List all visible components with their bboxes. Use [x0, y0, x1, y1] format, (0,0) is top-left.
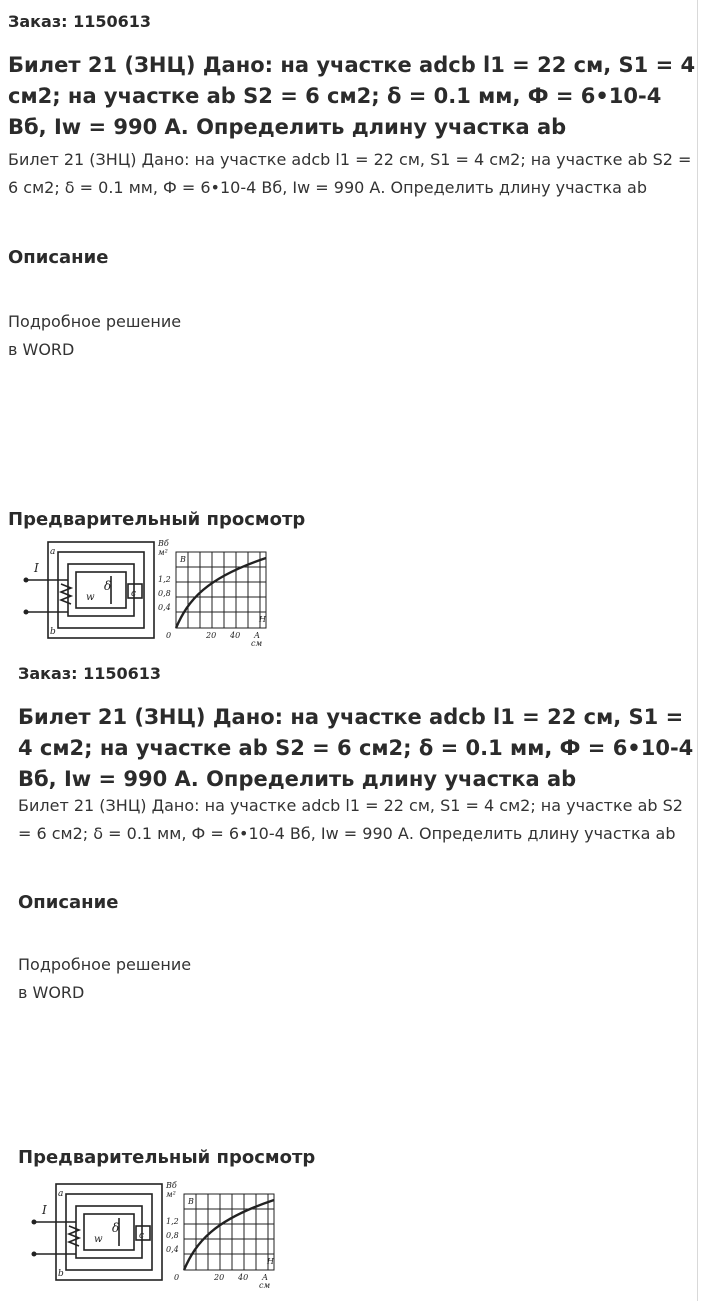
- window-inner: [84, 1214, 134, 1250]
- gap-label: δ: [104, 579, 112, 593]
- node-c-label: c: [131, 589, 137, 599]
- node-a-label: a: [50, 547, 56, 557]
- x-tick-2: 20: [214, 1273, 225, 1282]
- x-unit-bottom: см: [251, 639, 263, 648]
- x-tick-2: 20: [206, 631, 217, 640]
- solution-line-1: Подробное решение: [18, 955, 192, 974]
- y-unit-bottom: м²: [166, 1190, 176, 1199]
- bh-curve: [184, 1200, 274, 1270]
- x-axis-label: H: [259, 615, 266, 624]
- x-tick-1: 0: [174, 1273, 180, 1282]
- x-unit-top: А: [254, 631, 261, 640]
- description-heading: Описание: [18, 892, 119, 913]
- magnetic-circuit-figure: [24, 1180, 284, 1290]
- node-b-label: b: [50, 627, 56, 637]
- node-b-label: b: [58, 1269, 64, 1279]
- winding-label: w: [86, 592, 95, 603]
- order-number: Заказ: 1150613: [18, 664, 162, 683]
- preview-heading: Предварительный просмотр: [8, 509, 306, 530]
- ticket-title: Билет 21 (ЗНЦ) Дано: на участке adcb l1 = 22 см, S1 = 4 см2; на участке ab S2 = 6 см2; δ = 0.1 мм, Ф = 6•10-4 Вб, Iw = 990 А. Определить длину участка ab: [18, 705, 694, 791]
- x-unit-top: А: [262, 1273, 269, 1282]
- x-axis-label: H: [267, 1257, 274, 1266]
- description-heading: Описание: [8, 247, 109, 268]
- order-number: Заказ: 1150613: [8, 12, 152, 31]
- ticket-title: Билет 21 (ЗНЦ) Дано: на участке adcb l1 = 22 см, S1 = 4 см2; на участке ab S2 = 6 см2; δ = 0.1 мм, Ф = 6•10-4 Вб, Iw = 990 А. Определить длину участка ab: [8, 53, 696, 139]
- bh-curve: [176, 558, 266, 628]
- y-axis-label: B: [188, 1197, 194, 1206]
- gap-label: δ: [112, 1221, 120, 1235]
- node-c-label: c: [139, 1231, 145, 1241]
- current-label: I: [42, 1203, 47, 1217]
- ticket-summary: Билет 21 (ЗНЦ) Дано: на участке adcb l1 = 22 см, S1 = 4 см2; на участке ab S2 = 6 см2; δ = 0.1 мм, Ф = 6•10-4 Вб, Iw = 990 А. Определить длину участка ab: [8, 150, 692, 197]
- terminal-top: [32, 1220, 37, 1225]
- magnetic-circuit-figure: [16, 538, 276, 648]
- window-inner: [76, 572, 126, 608]
- y-tick-3: 0,4: [166, 1245, 179, 1254]
- y-unit-top: Вб: [158, 539, 169, 548]
- winding-coil: [69, 1226, 79, 1246]
- ticket-summary: Билет 21 (ЗНЦ) Дано: на участке adcb l1 = 22 см, S1 = 4 см2; на участке ab S2 = 6 см2; δ = 0.1 мм, Ф = 6•10-4 Вб, Iw = 990 А. Определить длину участка ab: [18, 796, 683, 843]
- x-tick-3: 40: [238, 1273, 249, 1282]
- x-tick-3: 40: [230, 631, 241, 640]
- x-tick-1: 0: [166, 631, 172, 640]
- preview-image: [16, 538, 276, 648]
- y-tick-1: 1,2: [166, 1217, 179, 1226]
- node-a-label: a: [58, 1189, 64, 1199]
- preview-image: [24, 1180, 284, 1290]
- y-axis-label: B: [180, 555, 186, 564]
- terminal-top: [24, 578, 29, 583]
- y-tick-1: 1,2: [158, 575, 171, 584]
- y-tick-3: 0,4: [158, 603, 171, 612]
- terminal-bottom: [32, 1252, 37, 1257]
- solution-line-2: в WORD: [8, 340, 75, 359]
- y-tick-2: 0,8: [158, 589, 171, 598]
- y-unit-bottom: м²: [158, 548, 168, 557]
- y-unit-top: Вб: [166, 1181, 177, 1190]
- solution-line-2: в WORD: [18, 983, 85, 1002]
- terminal-bottom: [24, 610, 29, 615]
- solution-line-1: Подробное решение: [8, 312, 182, 331]
- y-tick-2: 0,8: [166, 1231, 179, 1240]
- winding-label: w: [94, 1234, 103, 1245]
- preview-heading: Предварительный просмотр: [18, 1147, 316, 1168]
- x-unit-bottom: см: [259, 1281, 271, 1290]
- winding-coil: [61, 584, 71, 604]
- current-label: I: [34, 561, 39, 575]
